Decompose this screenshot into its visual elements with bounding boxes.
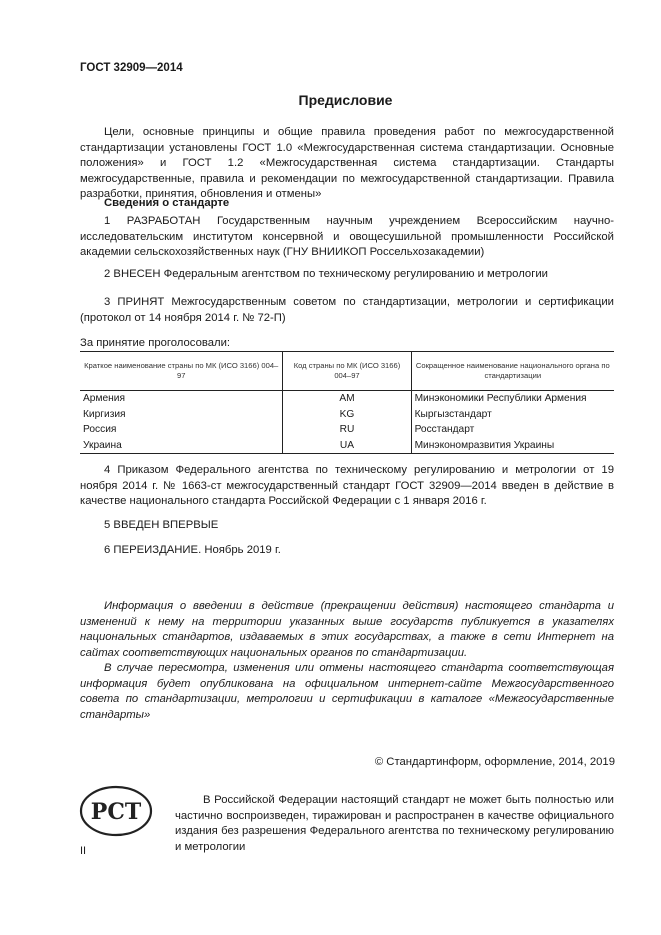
voted-label: За принятие проголосовали:	[80, 337, 231, 349]
table-row	[80, 438, 614, 454]
table-cell-country: Украина	[80, 438, 283, 454]
item-first-introduced: 5 ВВЕДЕН ВПЕРВЫЕ	[104, 519, 219, 531]
notice-paragraph-2: В случае пересмотра, изменения или отмены настоящего стандарта соответствующая информация будет опубликована на официальном интернет-сайте Межгосударственного совета по стандартизации, метрологии и сертификации в каталоге «Межгосударственные стандарты»	[80, 662, 614, 721]
table-cell-code: KG	[283, 407, 411, 423]
table-header-row	[80, 352, 614, 391]
notice-paragraph-1: Информация о введении в действие (прекращении действия) настоящего стандарта и изменений к нему на территории указанных выше государств публикуется в указателях национальных стандартов, издаваемых в этих государствах, а также в сети Интернет на сайтах соответствующих национальных органов по стандартизации.	[80, 600, 614, 659]
item-adopted: 3 ПРИНЯТ Межгосударственным советом по стандартизации, метрологии и сертификации (протокол от 14 ноября 2014 г. № 72-П)	[80, 296, 614, 324]
table-cell-code: UA	[283, 438, 411, 454]
section-heading: Сведения о стандарте	[104, 197, 230, 209]
table-cell-code: RU	[283, 422, 411, 438]
table-row	[80, 391, 614, 407]
countries-table	[80, 351, 614, 454]
table-cell-body: Минэкономики Республики Армения	[411, 391, 614, 407]
item-introduced: 2 ВНЕСЕН Федеральным агентством по техническому регулированию и метрологии	[104, 268, 548, 280]
table-row	[80, 422, 614, 438]
rf-copyright-notice: В Российской Федерации настоящий стандарт не может быть полностью или частично воспроизведен, тиражирован и распространен в качестве официального издания без разрешения Федерального агентства по техническому регулированию и метрологии	[175, 794, 614, 854]
copyright-line: © Стандартинформ, оформление, 2014, 2019	[374, 756, 615, 768]
item-order: 4 Приказом Федерального агентства по техническому регулированию и метрологии от 19 ноября 2014 г. № 1663-ст межгосударственный стандарт ГОСТ 32909—2014 введен в действие в качестве национального стандарта Российской Федерации с 1 января 2016 г.	[80, 464, 614, 508]
table-header-body: Сокращенное наименование национального органа по стандартизации	[411, 352, 614, 391]
table-cell-body: Кыргызстандарт	[411, 407, 614, 423]
table-cell-body: Минэкономразвития Украины	[411, 438, 614, 454]
table-row	[80, 407, 614, 423]
item-developed: 1 РАЗРАБОТАН Государственным научным учреждением Всероссийским научно-исследовательским институтом консервной и овощесушильной промышленности Российской академии сельскохозяйственных наук (ГНУ ВНИИКОП Россельхозакадемии)	[80, 215, 614, 259]
rst-logo-icon	[79, 785, 153, 837]
table-header-country: Краткое наименование страны по МК (ИСО 3166) 004–97	[80, 352, 283, 391]
intro-paragraph: Цели, основные принципы и общие правила проведения работ по межгосударственной стандартизации установлены ГОСТ 1.0 «Межгосударственная система стандартизации. Основные положения» и ГОСТ 1.2 «Межгосударственная система стандартизации. Стандарты межгосударственные, правила и рекомендации по межгосударственной стандартизации. Правила разработки, принятия, обновления и отмены»	[80, 126, 614, 201]
page-title: Предисловие	[298, 92, 393, 108]
document-code-header: ГОСТ 32909—2014	[80, 62, 183, 74]
logo-text: РСТ	[90, 799, 142, 825]
table-cell-code: AM	[283, 391, 411, 407]
table-header-code: Код страны по МК (ИСО 3166) 004–97	[283, 352, 411, 391]
table-cell-country: Россия	[83, 424, 117, 436]
page-number: II	[80, 845, 87, 857]
table-cell-country: Киргизия	[83, 408, 126, 420]
item-reissue: 6 ПЕРЕИЗДАНИЕ. Ноябрь 2019 г.	[104, 544, 281, 556]
table-cell-country: Армения	[83, 393, 125, 405]
table-cell-body: Росстандарт	[411, 422, 614, 438]
